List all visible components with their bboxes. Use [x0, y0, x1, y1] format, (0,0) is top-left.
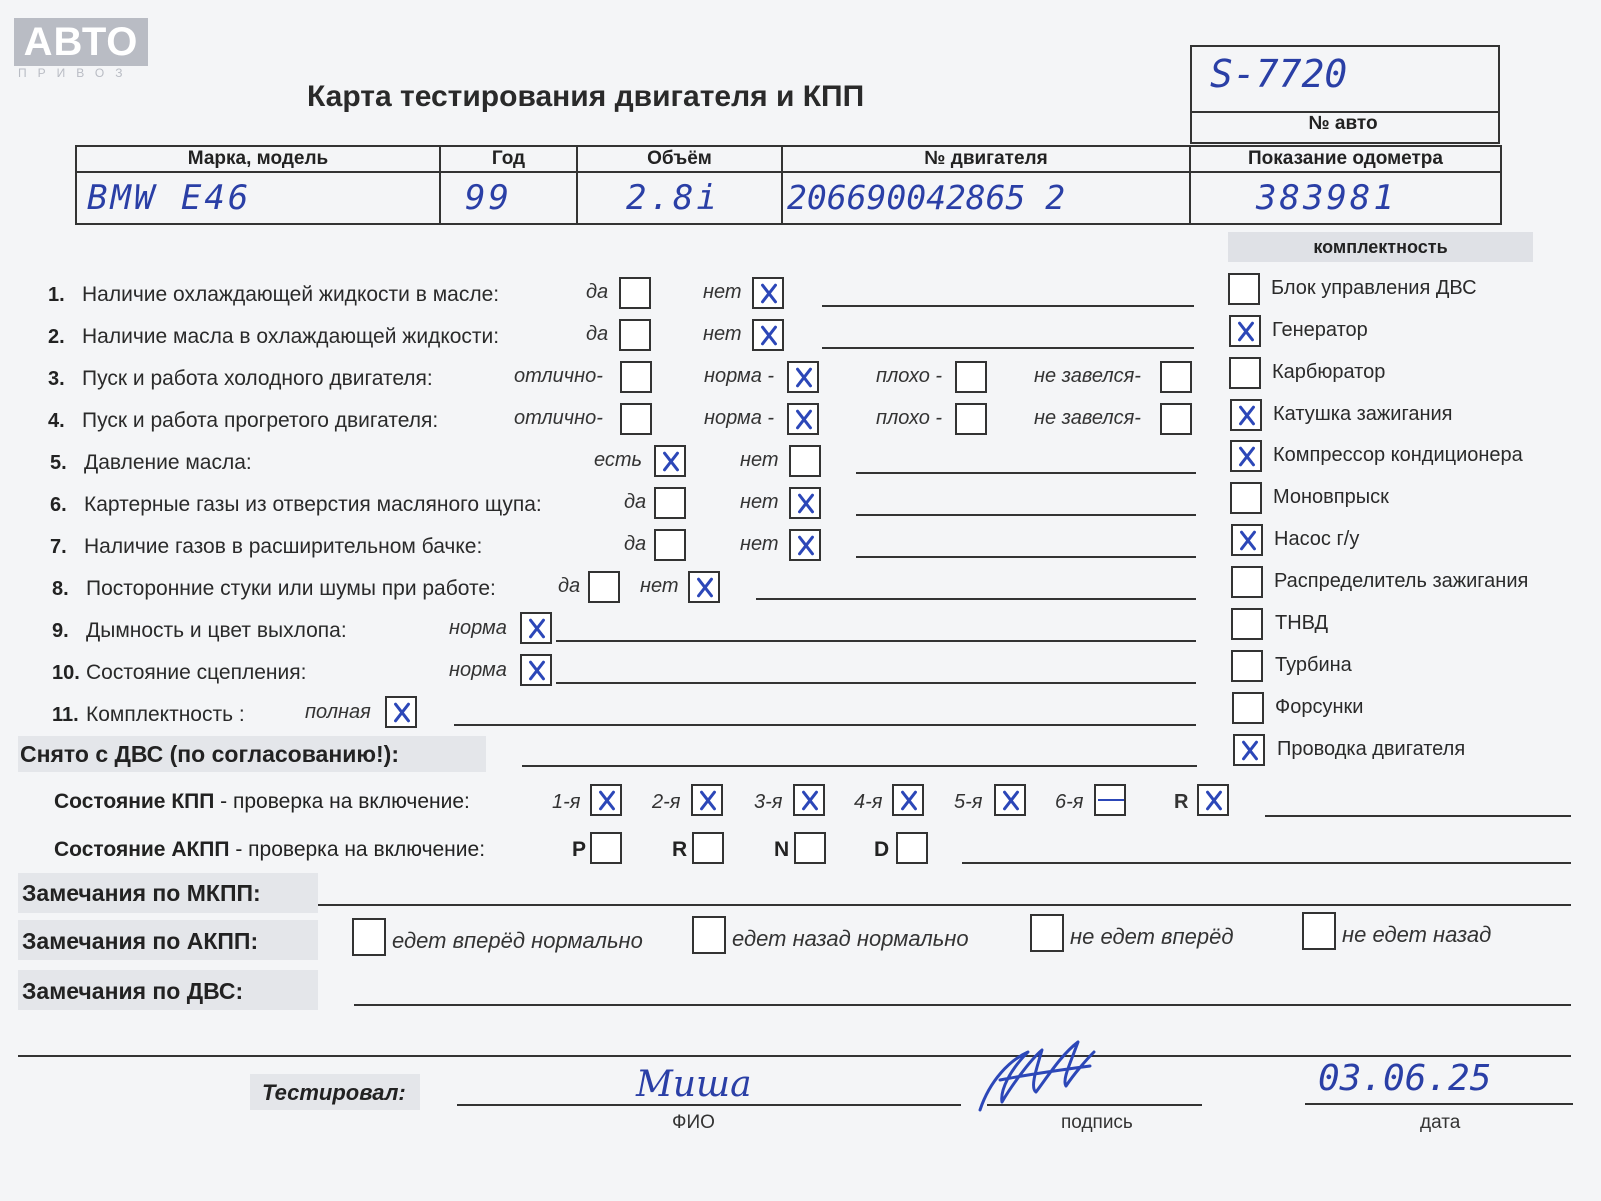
check-5-opt2-label: нет [740, 449, 779, 471]
make-value[interactable]: BMW E46 [87, 178, 252, 218]
signature-line[interactable] [987, 1104, 1202, 1106]
vehicle-info-table [75, 145, 1502, 225]
check-3-opt4-label: не завелся- [1034, 365, 1141, 387]
akpp-opt-3-label: не едет вперёд [1070, 924, 1234, 949]
check-4-opt2-checkbox[interactable] [787, 403, 819, 435]
engine-number-value[interactable]: 206690042865 2 [787, 178, 1066, 217]
komplekt-label-5: Компрессор кондиционера [1273, 444, 1523, 466]
check-10-opt1-checkbox[interactable] [520, 654, 552, 686]
akpp-opt-4-label: не едет назад [1342, 922, 1492, 947]
check-8-opt2-label: нет [640, 575, 679, 597]
komplekt-cb-3[interactable] [1229, 357, 1261, 389]
check-4-text: Пуск и работа прогретого двигателя: [82, 409, 439, 432]
mkpp-notes-line[interactable] [318, 904, 1571, 906]
gear-r-checkbox[interactable] [1197, 784, 1229, 816]
komplekt-label-3: Карбюратор [1272, 361, 1386, 383]
year-cell [441, 147, 578, 223]
watermark-subtitle: ПРИВОЗ [18, 66, 134, 80]
gear-4-label: 4-я [854, 791, 883, 813]
check-8-note-line[interactable] [756, 598, 1196, 600]
check-11-note-line[interactable] [454, 724, 1196, 726]
tested-by-label: Тестировал: [262, 1080, 406, 1105]
komplekt-label-12: Проводка двигателя [1277, 738, 1466, 760]
check-6-number: 6. [50, 494, 67, 516]
check-4-opt1-label: отлично- [514, 407, 603, 429]
check-9-note-line[interactable] [556, 640, 1196, 642]
volume-value[interactable]: 2.8i [626, 178, 720, 218]
akpp-opt-3-checkbox[interactable] [1030, 914, 1064, 952]
check-4-opt2-label: норма - [704, 407, 775, 429]
check-3-opt1-label: отлично- [514, 365, 603, 387]
watermark-logo: АВТО [14, 18, 148, 66]
check-2-opt2-checkbox[interactable] [752, 319, 784, 351]
gear-1-checkbox[interactable] [590, 784, 622, 816]
check-6-note-line[interactable] [856, 514, 1196, 516]
date-line[interactable] [1305, 1103, 1573, 1105]
check-1-opt2-checkbox[interactable] [752, 277, 784, 309]
odometer-cell [1191, 147, 1500, 223]
komplekt-cb-5[interactable] [1230, 440, 1262, 472]
komplekt-cb-7[interactable] [1231, 524, 1263, 556]
mode-r-checkbox[interactable] [692, 832, 724, 864]
check-7-text: Наличие газов в расширительном бачке: [84, 535, 483, 558]
gear-4-checkbox[interactable] [892, 784, 924, 816]
check-2-number: 2. [48, 326, 65, 348]
gear-3-label: 3-я [754, 791, 783, 813]
tester-name-value[interactable]: Миша [636, 1064, 752, 1105]
mkpp-notes-label: Замечания по МКПП: [22, 880, 261, 906]
gear-3-checkbox[interactable] [793, 784, 825, 816]
komplekt-label-11: Форсунки [1275, 696, 1364, 718]
komplekt-cb-9[interactable] [1231, 608, 1263, 640]
check-1-text: Наличие охлаждающей жидкости в масле: [82, 283, 500, 306]
check-7-opt1-checkbox[interactable] [654, 529, 686, 561]
gear-1-label: 1-я [552, 791, 581, 813]
check-3-opt3-checkbox[interactable] [955, 361, 987, 393]
akpp-label-bold: Состояние АКПП [54, 838, 230, 861]
check-6-text: Картерные газы из отверстия масляного щупа: [84, 493, 542, 516]
check-2-text: Наличие масла в охлаждающей жидкости: [82, 325, 500, 348]
check-7-opt2-label: нет [740, 533, 779, 555]
check-8-opt1-label: да [558, 575, 581, 597]
check-3-number: 3. [48, 368, 65, 390]
fio-label: ФИО [672, 1112, 715, 1133]
tester-name-line[interactable] [457, 1104, 961, 1106]
gear-5-label: 5-я [954, 791, 983, 813]
check-6-opt1-checkbox[interactable] [654, 487, 686, 519]
komplekt-label-2: Генератор [1272, 319, 1368, 341]
check-8-opt1-checkbox[interactable] [588, 571, 620, 603]
check-5-note-line[interactable] [856, 472, 1196, 474]
gear-2-checkbox[interactable] [691, 784, 723, 816]
akpp-opt-4-checkbox[interactable] [1302, 912, 1336, 950]
check-1-opt1-label: да [586, 281, 609, 303]
check-10-opt1-label: норма [449, 659, 507, 681]
date-value[interactable]: 03.06.25 [1318, 1058, 1492, 1099]
check-7-opt1-label: да [624, 533, 647, 555]
check-9-opt1-checkbox[interactable] [520, 612, 552, 644]
komplekt-label-8: Распределитель зажигания [1274, 570, 1529, 592]
komplektnost-header: комплектность [1228, 232, 1533, 262]
komplekt-cb-8[interactable] [1231, 566, 1263, 598]
check-4-number: 4. [48, 410, 65, 432]
mode-p-label: P [572, 838, 587, 861]
year-label: Год [441, 147, 576, 173]
odometer-value[interactable]: 383981 [1256, 178, 1397, 218]
check-3-opt2-checkbox[interactable] [787, 361, 819, 393]
gear-r-label: R [1174, 791, 1189, 813]
check-1-note-line[interactable] [822, 305, 1194, 307]
dvs-notes-line[interactable] [354, 1004, 1571, 1006]
akpp-label-rest: - проверка на включение: [229, 838, 486, 861]
check-4-opt4-label: не завелся- [1034, 407, 1141, 429]
kpp-label [54, 790, 470, 814]
check-10-note-line[interactable] [556, 682, 1196, 684]
akpp-opt-1-label: едет вперёд нормально [392, 928, 643, 953]
mode-d-checkbox[interactable] [896, 832, 928, 864]
check-3-opt4-checkbox[interactable] [1160, 361, 1192, 393]
check-5-text: Давление масла: [84, 451, 252, 474]
check-2-opt1-checkbox[interactable] [619, 319, 651, 351]
akpp-opt-1-checkbox[interactable] [352, 918, 386, 956]
check-11-number: 11. [52, 704, 79, 726]
check-10-text: Состояние сцепления: [86, 661, 307, 684]
check-9-opt1-label: норма [449, 617, 507, 639]
mode-n-label: N [774, 838, 790, 861]
check-7-note-line[interactable] [856, 556, 1196, 558]
gear-5-checkbox[interactable] [994, 784, 1026, 816]
kpp-label-bold: Состояние КПП [54, 790, 215, 813]
check-5-opt1-checkbox[interactable] [654, 445, 686, 477]
dvs-notes-label: Замечания по ДВС: [22, 978, 244, 1004]
check-1-opt1-checkbox[interactable] [619, 277, 651, 309]
check-7-opt2-checkbox[interactable] [789, 529, 821, 561]
check-1-opt2-label: нет [703, 281, 742, 303]
check-10-number: 10. [52, 662, 80, 684]
mode-p-checkbox[interactable] [590, 832, 622, 864]
check-5-opt1-label: есть [594, 449, 643, 471]
ref-number-value: S-7720 [1210, 52, 1348, 96]
check-8-opt2-checkbox[interactable] [688, 571, 720, 603]
auto-number-label: № авто [1308, 113, 1378, 134]
akpp-opt-2-checkbox[interactable] [692, 916, 726, 954]
check-2-opt1-label: да [586, 323, 609, 345]
check-3-opt3-label: плохо - [876, 365, 943, 387]
komplekt-cb-2[interactable] [1229, 315, 1261, 347]
check-4-opt1-checkbox[interactable] [620, 403, 652, 435]
komplekt-label-6: Моновпрыск [1273, 486, 1389, 508]
dvs-notes-line-2[interactable] [18, 1055, 1571, 1057]
check-5-opt2-checkbox[interactable] [789, 445, 821, 477]
kpp-label-rest: - проверка на включение: [214, 790, 470, 813]
engine-number-label: № двигателя [783, 147, 1189, 173]
komplekt-cb-11[interactable] [1232, 692, 1264, 724]
gear-2-label: 2-я [652, 791, 681, 813]
komplekt-cb-4[interactable] [1230, 399, 1262, 431]
komplekt-cb-12[interactable] [1233, 734, 1265, 766]
signature-label: подпись [1061, 1112, 1133, 1133]
komplekt-label-9: ТНВД [1275, 612, 1329, 634]
year-value[interactable]: 99 [465, 178, 512, 218]
check-5-number: 5. [50, 452, 67, 474]
check-2-opt2-label: нет [703, 323, 742, 345]
check-11-opt1-label: полная [305, 701, 371, 723]
check-6-opt1-label: да [624, 491, 647, 513]
removed-note-line[interactable] [522, 765, 1197, 767]
page-title: Карта тестирования двигателя и КПП [307, 80, 865, 113]
komplekt-label-4: Катушка зажигания [1273, 403, 1453, 425]
mode-n-checkbox[interactable] [794, 832, 826, 864]
komplekt-cb-1[interactable] [1228, 273, 1260, 305]
check-9-text: Дымность и цвет выхлопа: [86, 619, 347, 642]
check-7-number: 7. [50, 536, 67, 558]
akpp-label [54, 838, 485, 862]
removed-label: Снято с ДВС (по согласованию!): [20, 741, 399, 767]
signature-image [970, 1030, 1110, 1120]
check-11-opt1-checkbox[interactable] [385, 696, 417, 728]
check-11-text: Комплектность : [86, 703, 245, 726]
kpp-note-line[interactable] [1265, 815, 1571, 817]
check-3-text: Пуск и работа холодного двигателя: [82, 367, 433, 390]
check-4-opt4-checkbox[interactable] [1160, 403, 1192, 435]
komplekt-label-7: Насос г/у [1274, 528, 1360, 550]
check-8-number: 8. [52, 578, 69, 600]
mode-r-label: R [672, 838, 688, 861]
akpp-opt-2-label: едет назад нормально [732, 926, 969, 951]
komplekt-label-10: Турбина [1275, 654, 1352, 676]
check-8-text: Посторонние стуки или шумы при работе: [86, 577, 496, 600]
check-3-opt2-label: норма - [704, 365, 775, 387]
akpp-note-line[interactable] [962, 862, 1571, 864]
make-cell [77, 147, 441, 223]
komplekt-cb-10[interactable] [1231, 650, 1263, 682]
check-4-opt3-checkbox[interactable] [955, 403, 987, 435]
gear-6-checkbox[interactable] [1094, 784, 1126, 816]
odometer-label: Показание одометра [1191, 147, 1500, 173]
volume-label: Объём [578, 147, 781, 173]
komplekt-label-1: Блок управления ДВС [1271, 277, 1477, 299]
gear-6-label: 6-я [1055, 791, 1084, 813]
komplekt-cb-6[interactable] [1230, 482, 1262, 514]
date-label: дата [1420, 1112, 1461, 1133]
check-1-number: 1. [48, 284, 65, 306]
check-6-opt2-label: нет [740, 491, 779, 513]
volume-cell [578, 147, 783, 223]
make-label: Марка, модель [77, 147, 439, 173]
check-4-opt3-label: плохо - [876, 407, 943, 429]
check-6-opt2-checkbox[interactable] [789, 487, 821, 519]
check-2-note-line[interactable] [822, 347, 1194, 349]
mode-d-label: D [874, 838, 890, 861]
engine-number-cell [783, 147, 1191, 223]
check-9-number: 9. [52, 620, 69, 642]
check-3-opt1-checkbox[interactable] [620, 361, 652, 393]
akpp-notes-label: Замечания по АКПП: [22, 928, 259, 954]
